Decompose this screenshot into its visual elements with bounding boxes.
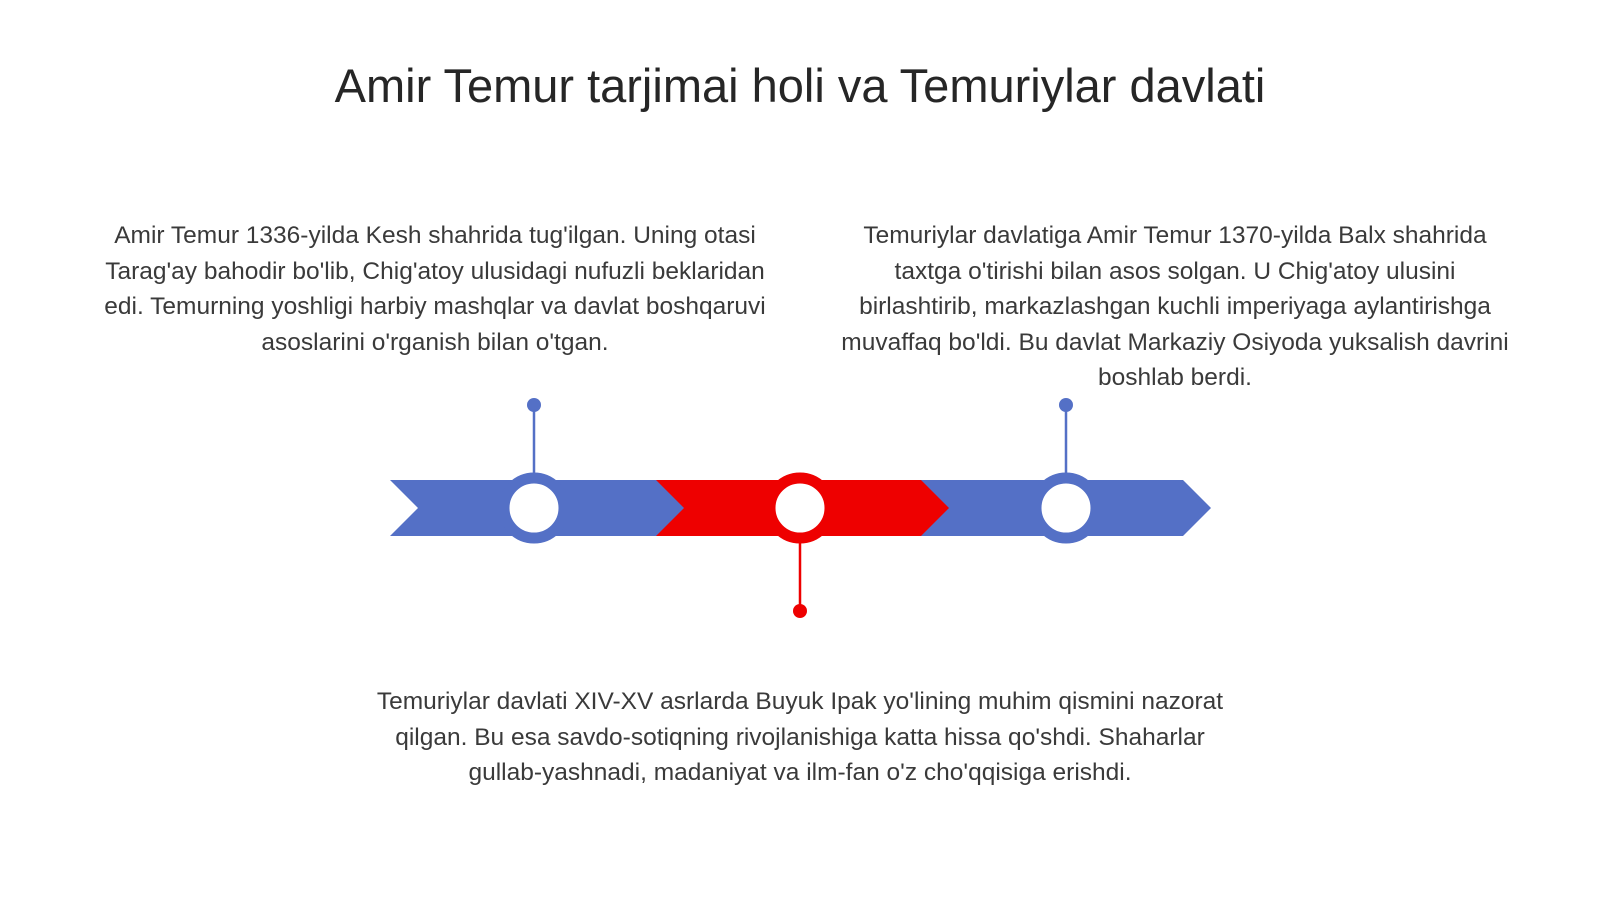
timeline-connector-dot-3 (1059, 398, 1073, 412)
timeline-milestone-marker-1 (504, 478, 564, 538)
timeline-connector-dot-1 (527, 398, 541, 412)
slide-title: Amir Temur tarjimai holi va Temuriylar davlati (334, 59, 1266, 112)
timeline-milestone-marker-2 (770, 478, 830, 538)
timeline-arrow-segment-3 (921, 480, 1211, 536)
timeline-connector-dot-2 (793, 604, 807, 618)
timeline-milestone-marker-3 (1036, 478, 1096, 538)
timeline-arrow-segment-1 (390, 480, 688, 536)
event-text-1: Amir Temur 1336-yilda Kesh shahrida tug'ilgan. Uning otasi Tarag'ay bahodir bo'lib, Chig'atoy ulusidagi nufuzli beklaridan edi. Temurning yoshligi harbiy mashqlar va davlat boshqaruvi asoslarini o'rganish bilan o'tgan. (104, 222, 766, 356)
event-text-2: Temuriylar davlati XIV-XV asrlarda Buyuk Ipak yo'lining muhim qismini nazorat qilgan. Bu esa savdo-sotiqning rivojlanishiga katta hissa qo'shdi. Shaharlar gullab-yashnadi, madaniyat va ilm-fan o'z cho'qqisiga erishdi. (376, 688, 1224, 786)
event-text-3: Temuriylar davlatiga Amir Temur 1370-yilda Balx shahrida taxtga o'tirishi bilan asos solgan. U Chig'atoy ulusini birlashtirib, markazlashgan kuchli imperiyaga aylantirishga muvaffaq bo'ldi. Bu davlat Markaziy Osiyoda yuksalish davrini boshlab berdi. (841, 222, 1509, 391)
timeline-arrow-segment-2 (656, 480, 953, 536)
